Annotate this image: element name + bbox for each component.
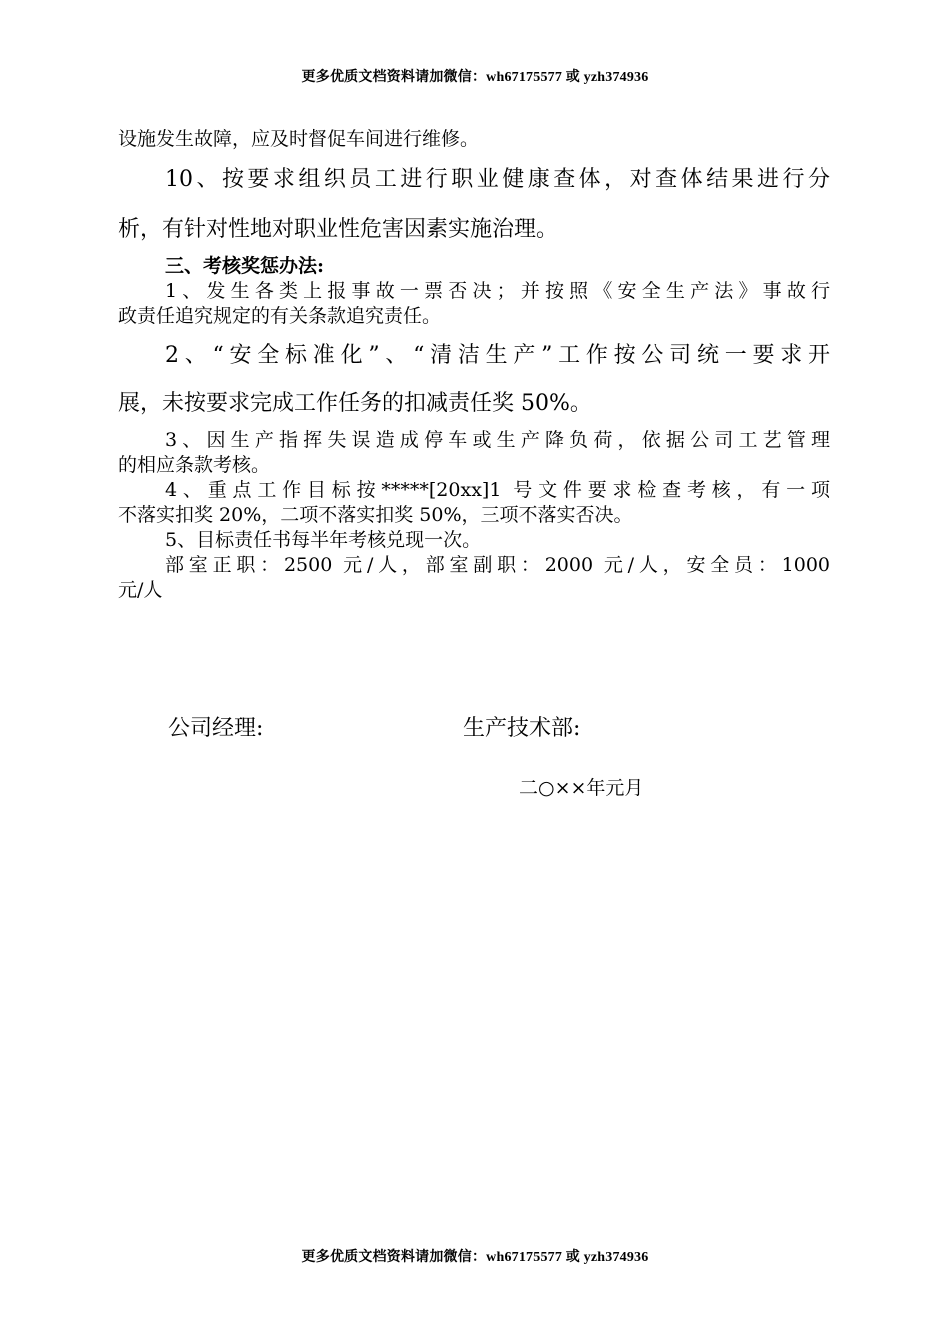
reward-line-1: 部室正职：2500 元/人，部室副职：2000 元/人，安全员：1000 [165,554,830,576]
paragraph-10-line-2: 析，有针对性地对职业性危害因素实施治理。 [118,217,559,242]
rule-2-line-1: 2、“安全标准化”、“清洁生产”工作按公司统一要求开 [165,343,830,368]
paragraph-10-line-1: 10、按要求组织员工进行职业健康查体，对查体结果进行分 [165,167,830,192]
rule-1-line-2: 政责任追究规定的有关条款追究责任。 [118,305,442,327]
rule-4-line-1: 4、重点工作目标按*****[20xx]1 号文件要求检查考核，有一项 [165,479,830,501]
paragraph-9-tail: 设施发生故障，应及时督促车间进行维修。 [118,128,480,150]
document-date: 二○××年元月 [519,777,644,799]
page-header: 更多优质文档资料请加微信：wh67175577 或 yzh374936 [301,70,649,85]
rule-3-line-2: 的相应条款考核。 [118,454,271,476]
reward-line-2: 元/人 [118,579,163,601]
rule-2-line-2: 展，未按要求完成工作任务的扣减责任奖 50%。 [118,391,592,416]
rule-5: 5、目标责任书每半年考核兑现一次。 [165,529,482,551]
company-manager-label: 公司经理: [168,716,264,741]
rule-3-line-1: 3、因生产指挥失误造成停车或生产降负荷，依据公司工艺管理 [165,429,830,451]
production-tech-dept-label: 生产技术部: [463,716,581,741]
page-footer: 更多优质文档资料请加微信：wh67175577 或 yzh374936 [301,1250,649,1265]
section-3-heading: 三、考核奖惩办法: [165,255,325,277]
rule-4-line-2: 不落实扣奖 20%，二项不落实扣奖 50%，三项不落实否决。 [118,504,633,526]
rule-1-line-1: 1、发生各类上报事故一票否决；并按照《安全生产法》事故行 [165,280,830,302]
